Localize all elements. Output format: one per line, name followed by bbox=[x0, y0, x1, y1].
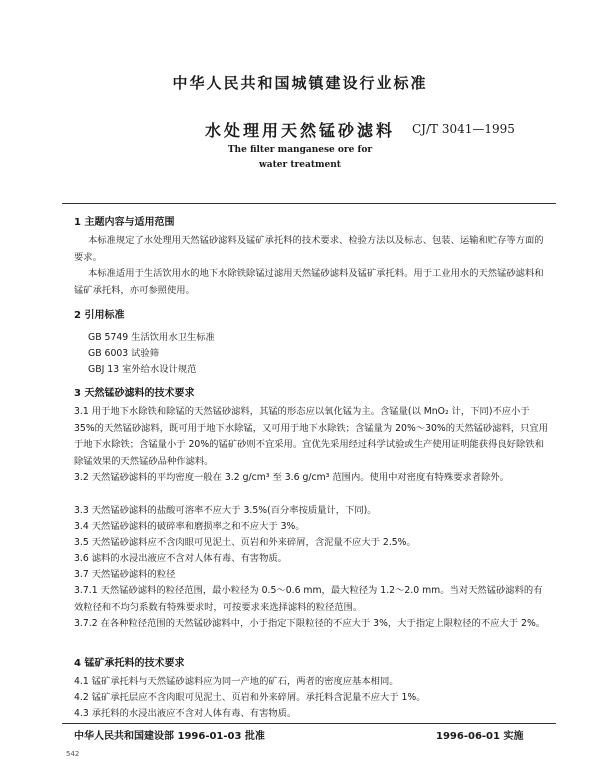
top-rule bbox=[62, 203, 556, 204]
section-4-heading: 4 锰矿承托料的技术要求 bbox=[74, 658, 185, 669]
standard-code: CJ/T 3041—1995 bbox=[412, 122, 515, 136]
bottom-rule bbox=[62, 723, 556, 724]
approval-date: 中华人民共和国建设部 1996-01-03 批准 bbox=[74, 731, 265, 742]
clause-3-1: 3.1 用于地下水除铁和除锰的天然锰砂滤料，其锰的形态应以氧化锰为主。含锰量(以 MnO₂ 计，下同)不应小于 35%的天然锰砂滤料，既可用于地下水除锰，又可用于地下水除铁；含锰量为 20%～30%的天然锰砂滤料，只宜用于地下水除铁；含锰量小于 20%的锰矿砂则不宜采用。宜优先采用经过科学试验或生产使用证明能获得良好除铁和除锰效果的天然锰砂品种作滤料。 bbox=[74, 406, 549, 467]
clause-3-4: 3.4 天然锰砂滤料的破碎率和磨损率之和不应大于 3%。 bbox=[74, 521, 305, 532]
clause-4-3: 4.3 承托料的水浸出液应不含对人体有毒、有害物质。 bbox=[74, 708, 297, 719]
section-2-heading: 2 引用标准 bbox=[74, 310, 125, 321]
page-number: 542 bbox=[66, 750, 80, 758]
section-1-paragraph-1: 本标准规定了水处理用天然锰砂滤料及锰矿承托料的技术要求、检验方法以及标志、包装、运输和贮存等方面的要求。 bbox=[74, 235, 544, 263]
document-title: 水处理用天然锰砂滤料 bbox=[204, 121, 395, 140]
clause-4-2: 4.2 锰矿承托层应不含肉眼可见泥土、页岩和外来碎屑。承托料含泥量不应大于 1%。 bbox=[74, 692, 426, 703]
clause-3-3: 3.3 天然锰砂滤料的盐酸可溶率不应大于 3.5%(百分率按质量计，下同)。 bbox=[74, 505, 377, 516]
standard-category-header: 中华人民共和国城镇建设行业标准 bbox=[172, 74, 428, 92]
implementation-date: 1996-06-01 实施 bbox=[436, 731, 524, 742]
clause-3-2: 3.2 天然锰砂滤料的平均密度一般在 3.2 g/cm³ 至 3.6 g/cm³ 范围内。使用中对密度有特殊要求者除外。 bbox=[74, 472, 509, 483]
reference-gbj13: GBJ 13 室外给水设计规范 bbox=[88, 364, 197, 375]
english-title-line-1: The filter manganese ore for bbox=[227, 145, 373, 155]
reference-gb6003: GB 6003 试验筛 bbox=[88, 348, 160, 359]
reference-gb5749: GB 5749 生活饮用水卫生标准 bbox=[88, 332, 215, 343]
section-1-heading: 1 主题内容与适用范围 bbox=[74, 217, 175, 228]
section-3-heading: 3 天然锰砂滤料的技术要求 bbox=[74, 388, 195, 399]
clause-3-5: 3.5 天然锰砂滤料应不含肉眼可见泥土、页岩和外来碎屑，含泥量不应大于 2.5%。 bbox=[74, 537, 416, 548]
clause-4-1: 4.1 锰矿承托料与天然锰砂滤料应为同一产地的矿石，两者的密度应基本相同。 bbox=[74, 676, 399, 687]
clause-3-7-1: 3.7.1 天然锰砂滤料的粒径范围，最小粒径为 0.5～0.6 mm，最大粒径为 1.2～2.0 mm。当对天然锰砂滤料的有效粒径和不均匀系数有特殊要求时，可按要求来选择滤料的粒径范围。 bbox=[74, 585, 543, 613]
clause-3-6: 3.6 滤料的水浸出液应不含对人体有毒、有害物质。 bbox=[74, 553, 287, 564]
clause-3-7-2: 3.7.2 在各种粒径范围的天然锰砂滤料中，小于指定下限粒径的不应大于 3%，大于指定上限粒径的不应大于 2%。 bbox=[74, 618, 546, 629]
clause-3-7: 3.7 天然锰砂滤料的粒径 bbox=[74, 569, 176, 580]
section-1-paragraph-2: 本标准适用于生活饮用水的地下水除铁除锰过滤用天然锰砂滤料及锰矿承托料。用于工业用水的天然锰砂滤料和锰矿承托料，亦可参照使用。 bbox=[74, 268, 544, 296]
english-title-line-2: water treatment bbox=[259, 160, 341, 170]
